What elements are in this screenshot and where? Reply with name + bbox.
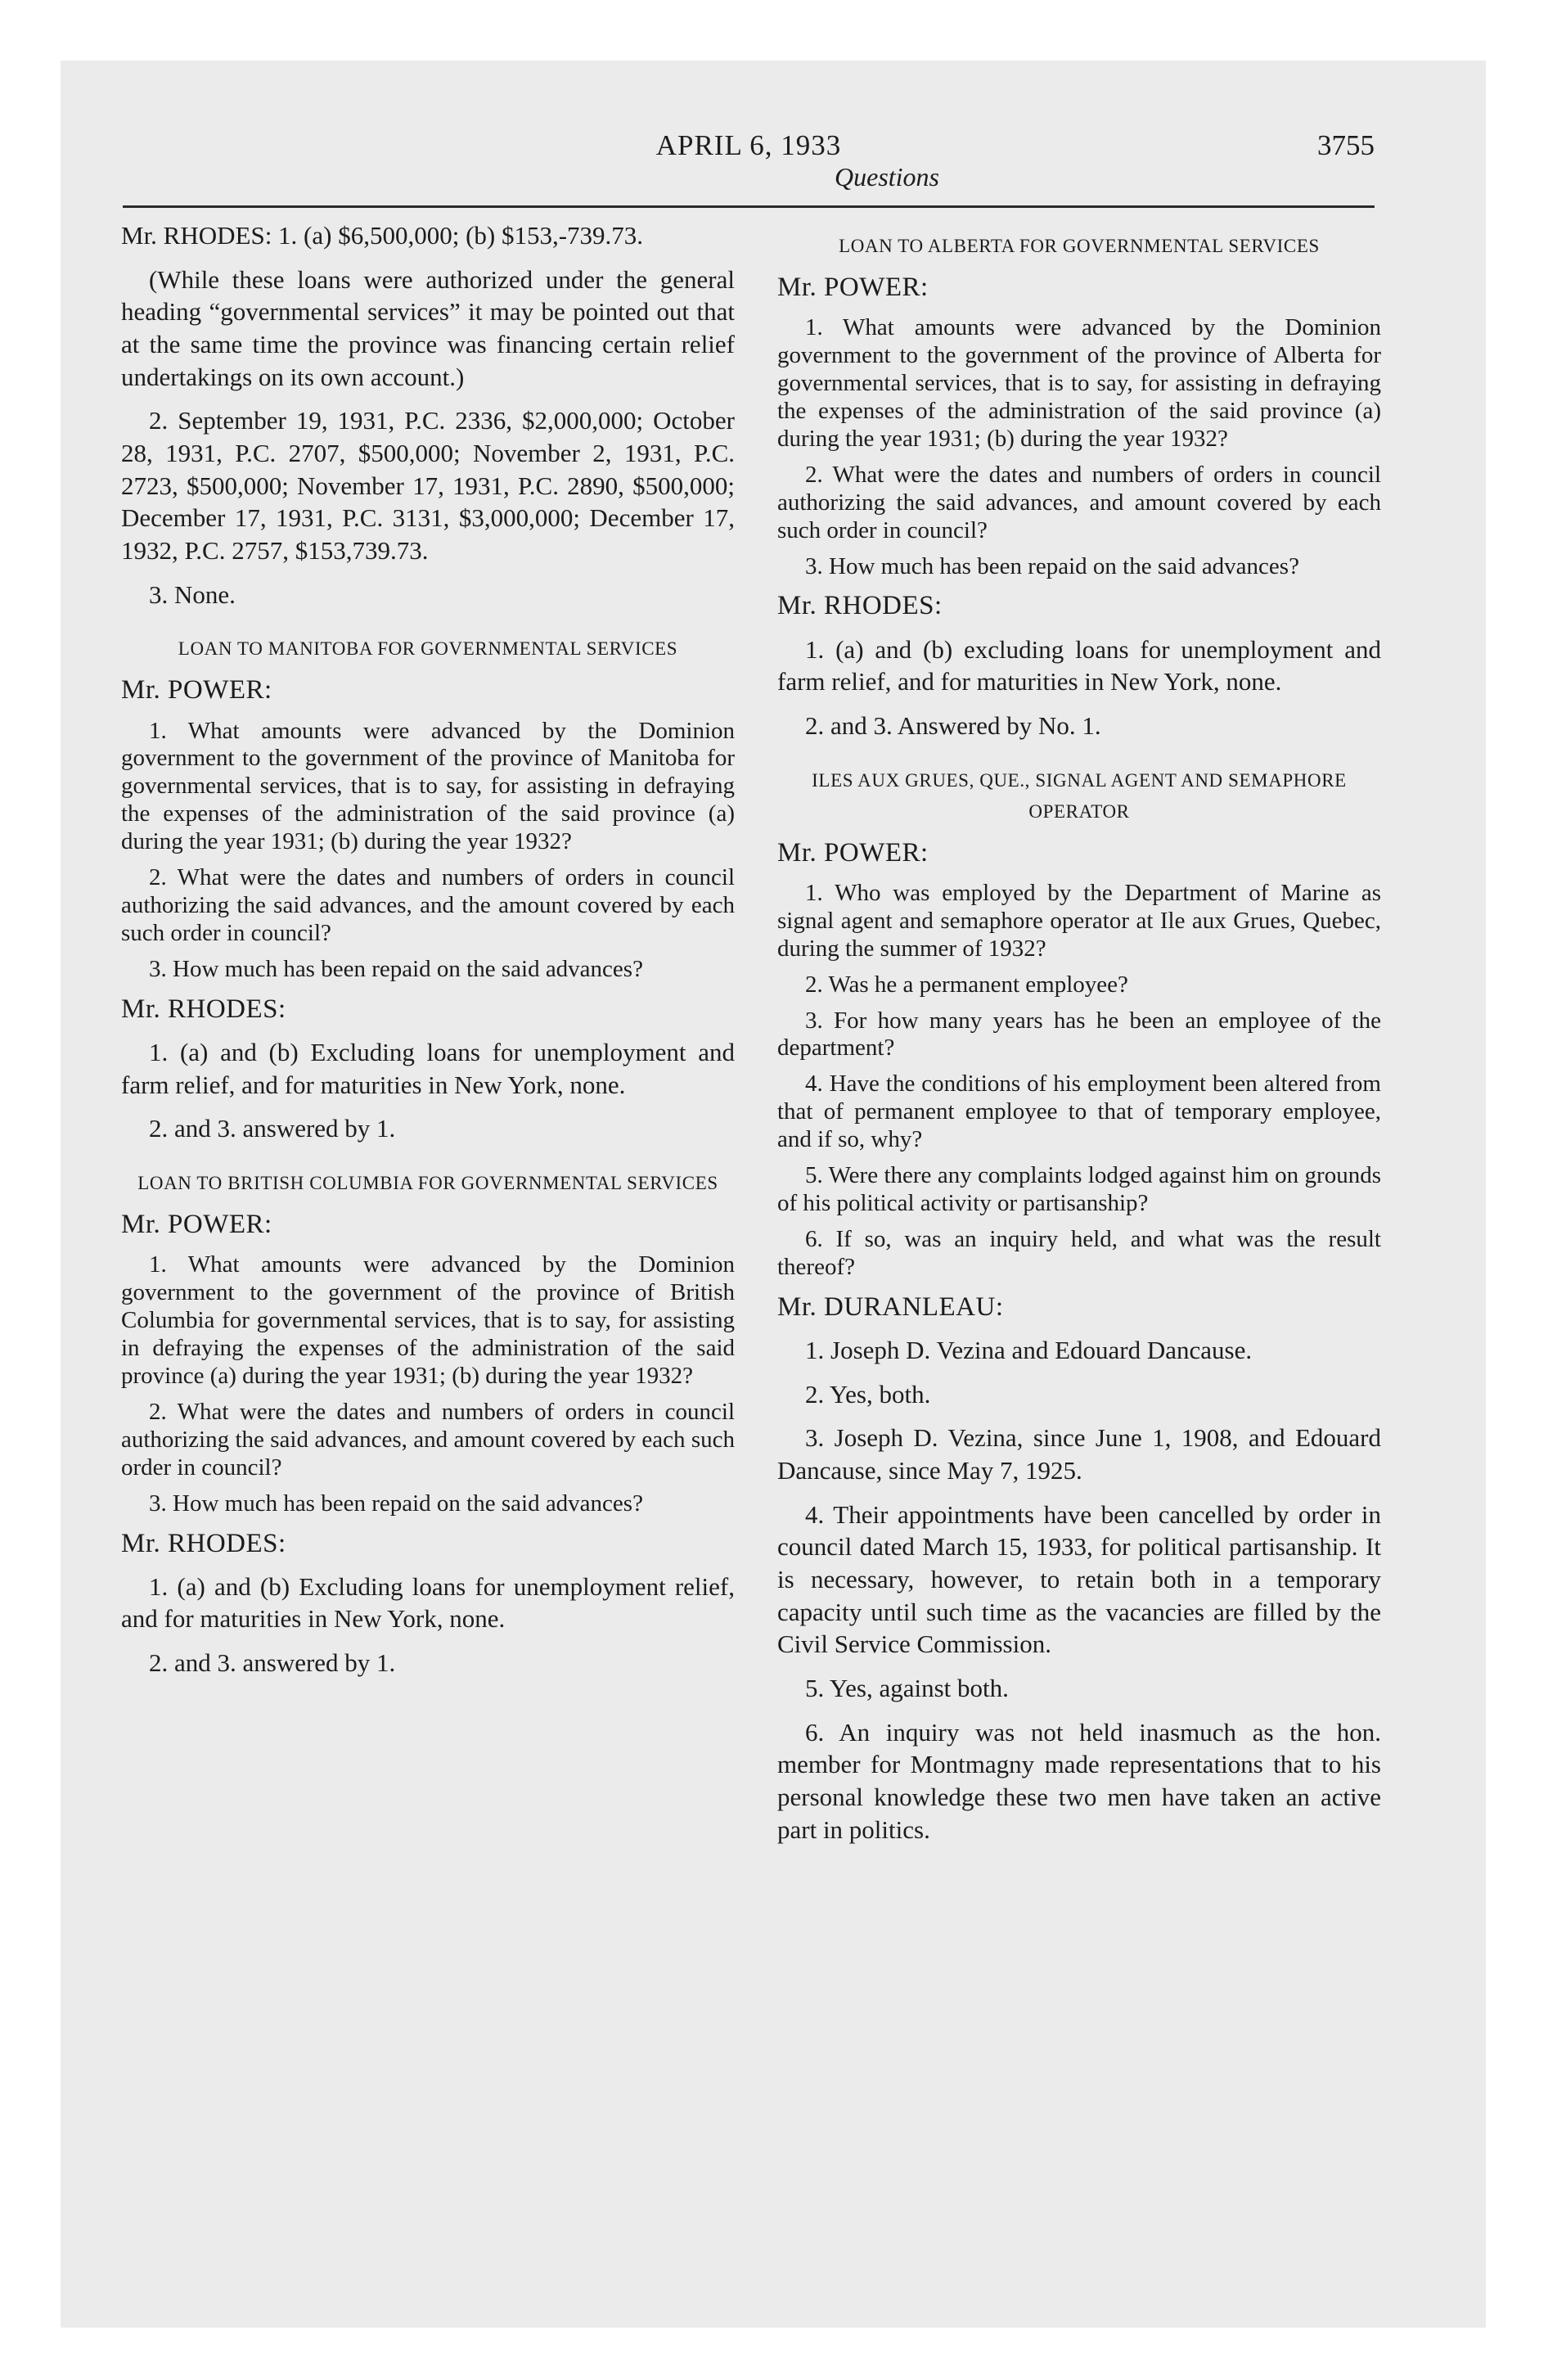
speaker-power: Mr. POWER:: [121, 1210, 272, 1240]
question-2: 2. Was he a permanent employee?: [805, 971, 1128, 998]
question-1: 1. Who was employed by the Department of Marine as signal agent and semaphore operator at Ile aux Grues, Quebec, during the summer of 1932?: [777, 879, 1381, 962]
rhodes-note: (While these loans were authorized under the general heading “governmental services” it may be pointed out that at the same time the province was financing certain relief undertakings on its own account.): [121, 264, 735, 391]
answer-2: 2. and 3. answered by 1.: [149, 1648, 396, 1678]
page-date: APRIL 6, 1933: [655, 129, 842, 161]
speaker-duranleau: Mr. DURANLEAU:: [777, 1291, 1004, 1322]
page-header: [123, 123, 1375, 213]
answer-1: 1. (a) and (b) excluding loans for unemployment and farm relief, and for maturities in New York, none.: [777, 634, 1381, 696]
rhodes-answer-2: 2. September 19, 1931, P.C. 2336, $2,000,000; October 28, 1931, P.C. 2707, $500,000; November 2, 1931, P.C. 2723, $500,000; November 17, 1931, P.C. 2890, $500,000; December 17, 1931, P.C. 3131, $3,000,000; December 17, 1932, P.C. 2757, $153,739.73.: [121, 406, 735, 566]
question-2: 2. What were the dates and numbers of orders in council authorizing the said advances, and amount covered by each such order in council?: [777, 461, 1381, 543]
answer-2: 2. and 3. answered by 1.: [149, 1114, 396, 1143]
answer-2: 2. Yes, both.: [805, 1379, 931, 1409]
left-column: [121, 219, 735, 1691]
page-section-title: Questions: [835, 162, 939, 192]
question-3: 3. For how many years has he been an employee of the department?: [777, 1007, 1381, 1062]
question-3: 3. How much has been repaid on the said advances?: [805, 552, 1299, 579]
question-2: 2. What were the dates and numbers of orders in council authorizing the said advances, and the amount covered by each such order in council?: [121, 864, 735, 947]
question-3: 3. How much has been repaid on the said advances?: [149, 1490, 643, 1517]
speaker-rhodes: Mr. RHODES:: [121, 994, 286, 1024]
question-1: 1. What amounts were advanced by the Dominion government to the government of the province of Manitoba for governmental services, that is to say, for assisting in defraying the expenses of the administration of the said province (a) during the year 1931; (b) during the year 1932?: [121, 717, 735, 855]
right-column: [777, 219, 1381, 1857]
rhodes-answer-3: 3. None.: [149, 579, 236, 609]
rhodes-answer-1: Mr. RHODES: 1. (a) $6,500,000; (b) $153,-739.73.: [121, 221, 644, 250]
question-2: 2. What were the dates and numbers of orders in council authorizing the said advances, and amount covered by each such order in council?: [121, 1398, 735, 1481]
speaker-power: Mr. POWER:: [777, 837, 929, 868]
section-heading-alberta: LOAN TO ALBERTA FOR GOVERNMENTAL SERVICES: [839, 236, 1320, 256]
question-3: 3. How much has been repaid on the said advances?: [149, 955, 643, 982]
answer-5: 5. Yes, against both.: [805, 1674, 1009, 1703]
question-1: 1. What amounts were advanced by the Dominion government to the government of the province of British Columbia for governmental services, that is to say, for assisting in defraying the expenses of the administration of the said province (a) during the year 1931; (b) during the year 1932?: [121, 1251, 735, 1389]
section-heading-manitoba: LOAN TO MANITOBA FOR GOVERNMENTAL SERVICES: [178, 638, 678, 660]
answer-2: 2. and 3. Answered by No. 1.: [805, 711, 1101, 741]
answer-4: 4. Their appointments have been cancelled by order in council dated March 15, 1933, for political partisanship. It is necessary, however, to retain both in a temporary capacity until such time as the vacancies are filled by the Civil Service Commission.: [777, 1499, 1381, 1659]
speaker-power: Mr. POWER:: [121, 675, 272, 705]
question-5: 5. Were there any complaints lodged against him on grounds of his political activity or partisanship?: [777, 1162, 1381, 1217]
answer-1: 1. Joseph D. Vezina and Edouard Dancause.: [805, 1336, 1253, 1365]
section-heading-british-columbia: LOAN TO BRITISH COLUMBIA FOR GOVERNMENTAL SERVICES: [137, 1173, 718, 1194]
answer-3: 3. Joseph D. Vezina, since June 1, 1908, and Edouard Dancause, since May 7, 1925.: [777, 1423, 1381, 1485]
question-4: 4. Have the conditions of his employment been altered from that of permanent employee to that of temporary employee, and if so, why?: [777, 1071, 1381, 1153]
section-heading-iles-aux-grues: ILES AUX GRUES, QUE., SIGNAL AGENT AND SEMAPHORE OPERATOR: [812, 769, 1347, 822]
header-rule: [123, 205, 1375, 208]
page-number: 3755: [1317, 129, 1375, 161]
question-6: 6. If so, was an inquiry held, and what was the result thereof?: [777, 1225, 1381, 1280]
speaker-power: Mr. POWER:: [777, 272, 929, 302]
question-1: 1. What amounts were advanced by the Dominion government to the government of the province of Alberta for governmental services, that is to say, for assisting in defraying the expenses of the administration of the said province (a) during the year 1931; (b) during the year 1932?: [777, 314, 1381, 452]
speaker-rhodes: Mr. RHODES:: [777, 591, 943, 621]
answer-6: 6. An inquiry was not held inasmuch as the hon. member for Montmagny made representations that to his personal knowledge these two men have taken an active part in politics.: [777, 1717, 1381, 1844]
answer-1: 1. (a) and (b) Excluding loans for unemployment and farm relief, and for maturities in New York, none.: [121, 1038, 735, 1099]
answer-1: 1. (a) and (b) Excluding loans for unemployment relief, and for maturities in New York, none.: [121, 1571, 735, 1634]
speaker-rhodes: Mr. RHODES:: [121, 1528, 286, 1558]
